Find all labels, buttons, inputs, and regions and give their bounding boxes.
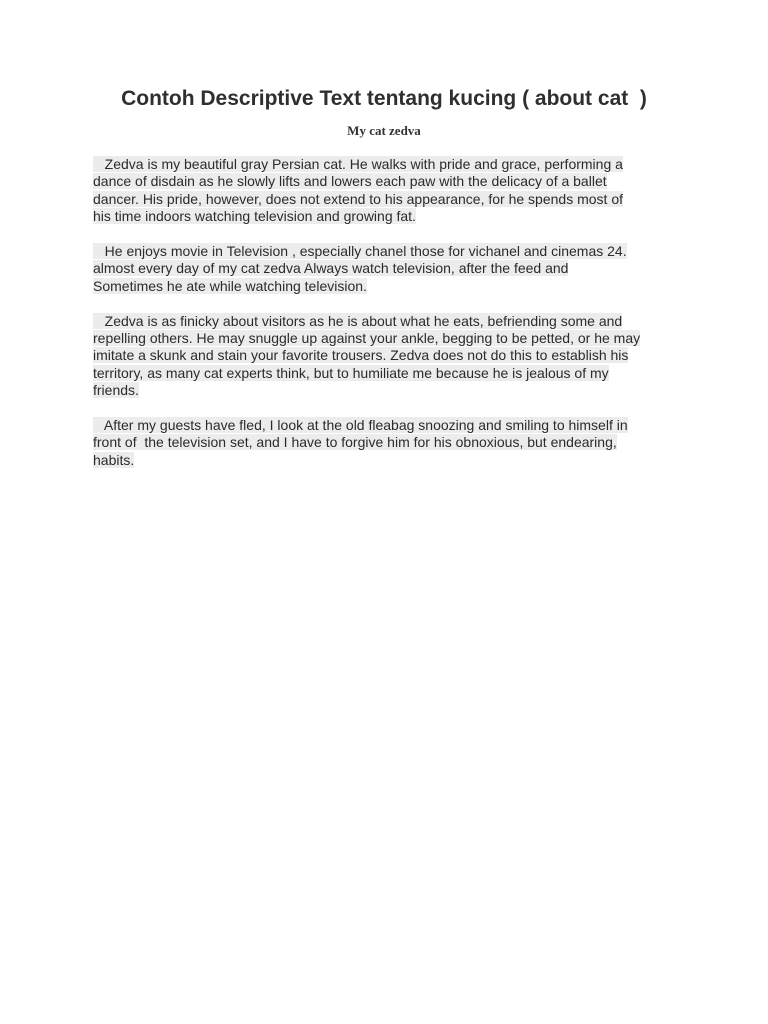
paragraph-line: Zedva is as finicky about visitors as he is about what he eats, befriending some and: [93, 312, 623, 329]
paragraph-line: habits.: [93, 451, 135, 468]
paragraph-line: his time indoors watching television and growing fat.: [93, 208, 416, 225]
paragraph-line: friends.: [93, 382, 139, 399]
document-title: Contoh Descriptive Text tentang kucing ( about cat ): [121, 87, 647, 110]
paragraph-line: imitate a skunk and stain your favorite trousers. Zedva does not do this to establish his: [93, 347, 629, 364]
paragraph-line: He enjoys movie in Television , especially chanel those for vichanel and cinemas 24.: [93, 243, 627, 260]
document-subtitle: My cat zedva: [347, 123, 421, 138]
paragraph-line: repelling others. He may snuggle up against your ankle, begging to be petted, or he may: [93, 330, 641, 347]
paragraph-line: front of the television set, and I have to forgive him for his obnoxious, but endearing,: [93, 434, 617, 451]
paragraph-3: [93, 313, 683, 400]
paragraph-4: [93, 417, 683, 469]
paragraph-line: After my guests have fled, I look at the old fleabag snoozing and smiling to himself in: [93, 417, 628, 434]
paragraph-line: dance of disdain as he slowly lifts and lowers each paw with the delicacy of a ballet: [93, 173, 607, 190]
paragraph-2: [93, 243, 683, 295]
paragraph-line: dancer. His pride, however, does not extend to his appearance, for he spends most of: [93, 190, 623, 207]
paragraph-line: almost every day of my cat zedva Always watch television, after the feed and: [93, 260, 569, 277]
paragraph-line: territory, as many cat experts think, but to humiliate me because he is jealous of my: [93, 364, 609, 381]
paragraph-line: Sometimes he ate while watching television.: [93, 277, 367, 294]
document-body: [93, 156, 683, 487]
paragraph-1: [93, 156, 683, 226]
paragraph-line: Zedva is my beautiful gray Persian cat. He walks with pride and grace, performing a: [93, 156, 623, 172]
